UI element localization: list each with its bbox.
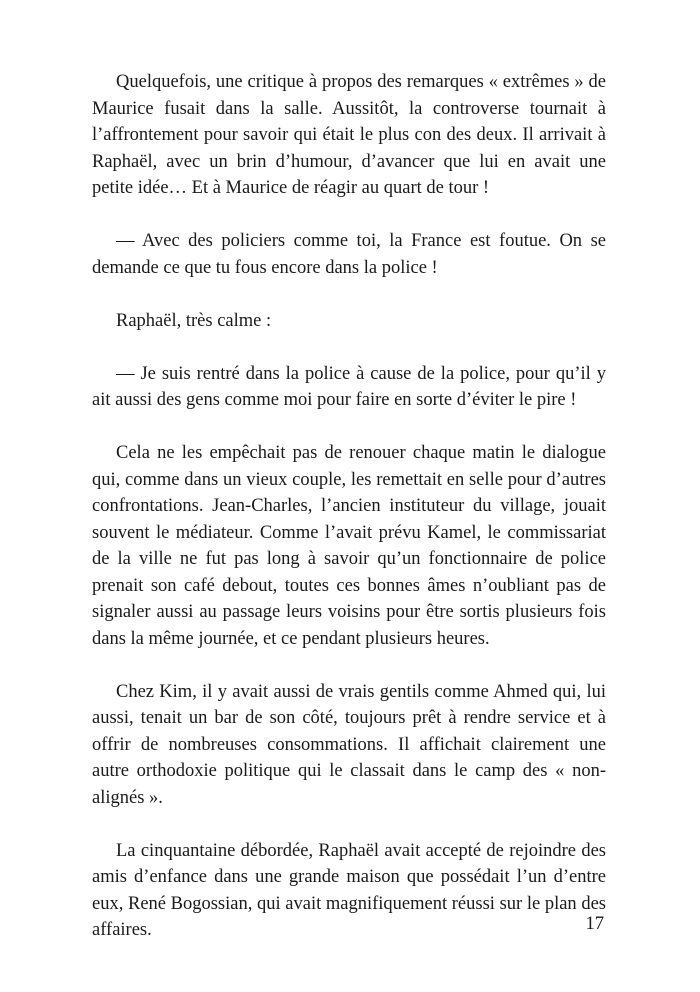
body-text [92,69,606,970]
paragraph-6: Chez Kim, il y avait aussi de vrais gentils comme Ahmed qui, lui aussi, tenait un bar de son côté, toujours prêt à rendre service et à offrir de nombreuses consommations. Il affichait clairement une autre orthodoxie politique qui le classait dans le camp des « non-alignés ». [92,681,606,808]
paragraph-5: Cela ne les empêchait pas de renouer chaque matin le dialogue qui, comme dans un vieux couple, les remettait en selle pour d’autres confrontations. Jean-Charles, l’ancien instituteur du village, jouait souvent le médiateur. Comme l’avait prévu Kamel, le commissariat de la ville ne fut pas long à savoir qu’un fonctionnaire de police prenait son café debout, toutes ces bonnes âmes n’oubliant pas de signaler aussi au passage leurs voisins pour être sortis plusieurs fois dans la même journée, et ce pendant plusieurs heures. [92,443,606,649]
paragraph-2: — Avec des policiers comme toi, la France est foutue. On se demande ce que tu fous encore dans la police ! [92,231,606,278]
paragraph-3: Raphaël, très calme : [116,310,272,331]
paragraph-7: La cinquantaine débordée, Raphaël avait accepté de rejoindre des amis d’enfance dans une grande maison que possédait l’un d’entre eux, René Bogossian, qui avait magnifiquement réussi sur le plan des affaires. [92,840,606,940]
paragraph-4: — Je suis rentré dans la police à cause de la police, pour qu’il y ait aussi des gens comme moi pour faire en sorte d’éviter le pire ! [92,363,606,410]
paragraph-1: Quelquefois, une critique à propos des remarques « extrêmes » de Maurice fusait dans la salle. Aussitôt, la controverse tournait à l’affrontement pour savoir qui était le plus con des deux. Il arrivait à Raphaël, avec un brin d’humour, d’avancer que lui en avait une petite idée… Et à Maurice de réagir au quart de tour ! [92,72,606,198]
page-number: 17 [585,914,604,934]
